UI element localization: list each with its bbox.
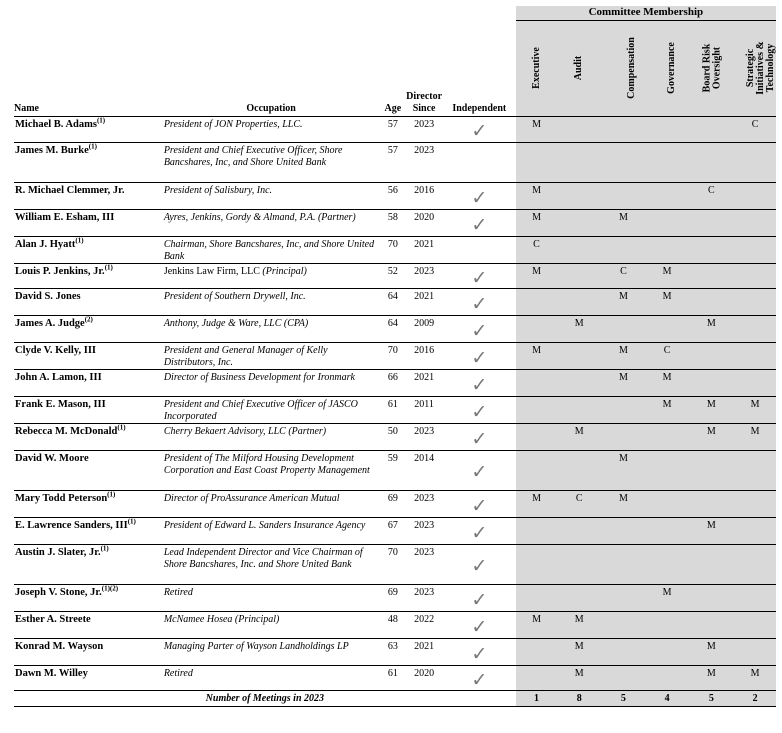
committee-role: C (734, 116, 776, 142)
committee-role: M (646, 584, 689, 611)
director-row (14, 369, 776, 396)
committee-role (516, 665, 558, 690)
footnote-marker: (1) (75, 236, 84, 244)
independent-column-header: Independent (443, 21, 516, 117)
committee-role: M (688, 315, 734, 342)
director-occupation: Ayres, Jenkins, Gordy & Almand, P.A. (Partner) (162, 209, 381, 236)
committee-role (646, 611, 689, 638)
director-age: 58 (380, 209, 405, 236)
independent-check-icon: ✓ (443, 315, 516, 342)
committee-role (557, 396, 601, 423)
committee-role (688, 611, 734, 638)
committee-role (516, 369, 558, 396)
committee-role (601, 396, 646, 423)
director-row (14, 396, 776, 423)
committee-membership-heading: Committee Membership (516, 6, 776, 21)
director-age: 70 (380, 544, 405, 584)
committee-role: M (688, 396, 734, 423)
committee-role (557, 544, 601, 584)
director-since-column-header (405, 21, 442, 117)
executive-column-header: Executive (516, 21, 558, 117)
director-since: 2022 (405, 611, 442, 638)
director-name: John A. Lamon, III (14, 369, 162, 396)
director-age: 50 (380, 423, 405, 450)
director-name: Esther A. Streete (14, 611, 162, 638)
director-occupation: President of Southern Drywell, Inc. (162, 288, 381, 315)
committee-role: M (646, 263, 689, 288)
director-row (14, 584, 776, 611)
committee-role: M (516, 263, 558, 288)
footnote-marker: (1) (117, 423, 126, 431)
director-occupation: President of Salisbury, Inc. (162, 182, 381, 209)
committee-role (646, 490, 689, 517)
independent-check-icon: ✓ (443, 490, 516, 517)
committee-role (646, 209, 689, 236)
director-age: 52 (380, 263, 405, 288)
independent-check-icon: ✓ (443, 584, 516, 611)
director-name: Rebecca M. McDonald$^{(1)}$ (14, 423, 162, 450)
director-row (14, 342, 776, 369)
director-occupation: McNamee Hosea (Principal) (162, 611, 381, 638)
committee-role: M (557, 638, 601, 665)
committee-role (688, 450, 734, 490)
director-since: 2021 (405, 236, 442, 263)
meetings-count: 2 (734, 690, 776, 706)
footnote-marker: (1) (100, 544, 109, 552)
committee-role (734, 450, 776, 490)
committee-role: M (688, 665, 734, 690)
director-since: 2020 (405, 665, 442, 690)
director-row (14, 209, 776, 236)
committee-role (734, 490, 776, 517)
committee-role (646, 423, 689, 450)
director-since: 2023 (405, 142, 442, 182)
committee-role (601, 182, 646, 209)
board-risk-oversight-column-header: Board Risk Oversight (688, 21, 734, 117)
committee-role (688, 490, 734, 517)
governance-column-header: Governance (646, 21, 689, 117)
independent-check-icon: ✓ (443, 116, 516, 142)
committee-role (688, 209, 734, 236)
director-row (14, 182, 776, 209)
committee-role: M (601, 209, 646, 236)
committee-role: C (688, 182, 734, 209)
director-occupation: Retired (162, 665, 381, 690)
committee-role (646, 665, 689, 690)
director-since: 2023 (405, 116, 442, 142)
committee-role (516, 423, 558, 450)
director-occupation: Anthony, Judge & Ware, LLC (CPA) (162, 315, 381, 342)
committee-role (734, 288, 776, 315)
committee-role (601, 665, 646, 690)
committee-role (557, 517, 601, 544)
meetings-label: Number of Meetings in 2023 (14, 690, 516, 706)
director-occupation: President of JON Properties, LLC. (162, 116, 381, 142)
committee-role (516, 450, 558, 490)
independent-check-icon: ✓ (443, 182, 516, 209)
age-column-header: Age (380, 21, 405, 117)
committee-role: M (601, 342, 646, 369)
director-age: 69 (380, 490, 405, 517)
director-name: E. Lawrence Sanders, III$^{(1)}$ (14, 517, 162, 544)
committee-role (516, 315, 558, 342)
committee-role: M (601, 490, 646, 517)
meetings-count: 8 (557, 690, 601, 706)
director-row (14, 315, 776, 342)
director-age: 48 (380, 611, 405, 638)
committee-role (601, 611, 646, 638)
committee-role (557, 209, 601, 236)
director-name: William E. Esham, III (14, 209, 162, 236)
committee-role (734, 369, 776, 396)
director-age: 70 (380, 236, 405, 263)
director-occupation: Chairman, Shore Bancshares, Inc, and Shore United Bank (162, 236, 381, 263)
committee-role (688, 544, 734, 584)
committee-role (688, 116, 734, 142)
committee-role: M (557, 611, 601, 638)
director-row (14, 236, 776, 263)
committee-role (601, 584, 646, 611)
director-row (14, 423, 776, 450)
committee-role (601, 142, 646, 182)
committee-role (557, 116, 601, 142)
director-since: 2023 (405, 263, 442, 288)
director-name: Louis P. Jenkins, Jr.$^{(1)}$ (14, 263, 162, 288)
director-name: Alan J. Hyatt$^{(1)}$ (14, 236, 162, 263)
director-name: R. Michael Clemmer, Jr. (14, 182, 162, 209)
name-column-header: Name (14, 21, 162, 117)
committee-role (516, 517, 558, 544)
committee-role (516, 638, 558, 665)
committee-role: M (516, 611, 558, 638)
meetings-row (14, 690, 776, 706)
director-since: 2023 (405, 490, 442, 517)
director-age: 66 (380, 369, 405, 396)
director-occupation: Cherry Bekaert Advisory, LLC (Partner) (162, 423, 381, 450)
director-since: 2021 (405, 638, 442, 665)
committee-role (557, 342, 601, 369)
committee-role: M (516, 116, 558, 142)
director-name: Mary Todd Peterson$^{(1)}$ (14, 490, 162, 517)
committee-role (734, 263, 776, 288)
committee-role (734, 142, 776, 182)
director-occupation: President and General Manager of Kelly Distributors, Inc. (162, 342, 381, 369)
committee-role (688, 342, 734, 369)
committee-role (646, 544, 689, 584)
independent-check-icon (443, 236, 516, 263)
meetings-count: 5 (601, 690, 646, 706)
director-occupation: Jenkins Law Firm, LLC (Principal) (162, 263, 381, 288)
committee-role (688, 236, 734, 263)
committee-role (601, 423, 646, 450)
committee-role (557, 288, 601, 315)
committee-role: M (646, 396, 689, 423)
independent-check-icon: ✓ (443, 423, 516, 450)
director-since: 2016 (405, 342, 442, 369)
independent-check-icon: ✓ (443, 544, 516, 584)
director-since: 2009 (405, 315, 442, 342)
committee-role (557, 450, 601, 490)
director-row (14, 288, 776, 315)
committee-role (688, 142, 734, 182)
independent-check-icon: ✓ (443, 396, 516, 423)
committee-role: M (601, 288, 646, 315)
compensation-column-header: Compensation (601, 21, 646, 117)
committee-role (601, 116, 646, 142)
director-name: David S. Jones (14, 288, 162, 315)
committee-role (688, 369, 734, 396)
strategic-initiatives-column-header: Strategic Initiatives & Technology (734, 21, 776, 117)
director-occupation: Retired (162, 584, 381, 611)
director-occupation: Lead Independent Director and Vice Chairman of Shore Bancshares, Inc. and Shore United Bank (162, 544, 381, 584)
committee-role: M (601, 450, 646, 490)
independent-check-icon (443, 142, 516, 182)
director-row (14, 116, 776, 142)
footnote-marker: (1) (107, 490, 116, 498)
director-name: Austin J. Slater, Jr.$^{(1)}$ (14, 544, 162, 584)
committee-role (734, 611, 776, 638)
committee-role (601, 236, 646, 263)
committee-role (601, 638, 646, 665)
committee-role (734, 209, 776, 236)
committee-role (516, 584, 558, 611)
director-occupation: Director of Business Development for Ironmark (162, 369, 381, 396)
director-name: Michael B. Adams$^{(1)}$ (14, 116, 162, 142)
board-committee-table (14, 6, 776, 707)
independent-check-icon: ✓ (443, 517, 516, 544)
committee-role (557, 182, 601, 209)
independent-check-icon: ✓ (443, 369, 516, 396)
director-name: Frank E. Mason, III (14, 396, 162, 423)
director-row (14, 263, 776, 288)
committee-role: M (688, 638, 734, 665)
director-since: 2016 (405, 182, 442, 209)
committee-role: M (516, 209, 558, 236)
committee-role: M (516, 182, 558, 209)
director-row (14, 450, 776, 490)
director-age: 69 (380, 584, 405, 611)
committee-role (734, 182, 776, 209)
footnote-marker: (1) (88, 142, 97, 150)
committee-role (734, 517, 776, 544)
independent-check-icon: ✓ (443, 665, 516, 690)
committee-role (688, 263, 734, 288)
meetings-count: 4 (646, 690, 689, 706)
director-age: 61 (380, 396, 405, 423)
committee-role (601, 315, 646, 342)
committee-role (734, 342, 776, 369)
independent-check-icon: ✓ (443, 638, 516, 665)
director-age: 70 (380, 342, 405, 369)
director-since: 2021 (405, 288, 442, 315)
director-age: 67 (380, 517, 405, 544)
occupation-column-header: Occupation (162, 21, 381, 117)
independent-check-icon: ✓ (443, 263, 516, 288)
committee-role (734, 584, 776, 611)
committee-role (516, 544, 558, 584)
committee-role: C (646, 342, 689, 369)
committee-role (557, 263, 601, 288)
committee-role (734, 315, 776, 342)
committee-role (646, 517, 689, 544)
director-since-line1: Director (406, 90, 443, 102)
director-row (14, 517, 776, 544)
director-row (14, 490, 776, 517)
independent-check-icon: ✓ (443, 450, 516, 490)
footnote-marker: (1) (104, 263, 113, 271)
committee-role: M (557, 315, 601, 342)
committee-role (516, 288, 558, 315)
director-name: Dawn M. Willey (14, 665, 162, 690)
director-age: 57 (380, 142, 405, 182)
audit-column-header: Audit (557, 21, 601, 117)
director-age: 61 (380, 665, 405, 690)
director-row (14, 142, 776, 182)
director-age: 64 (380, 288, 405, 315)
footnote-marker: (1)(2) (101, 584, 119, 592)
committee-role: M (688, 517, 734, 544)
director-name: David W. Moore (14, 450, 162, 490)
director-since-line2: Since (412, 102, 436, 114)
independent-check-icon: ✓ (443, 342, 516, 369)
meetings-count: 1 (516, 690, 558, 706)
committee-role (688, 288, 734, 315)
committee-role (646, 116, 689, 142)
committee-role: M (516, 490, 558, 517)
director-occupation: Managing Parter of Wayson Landholdings LP (162, 638, 381, 665)
committee-role: M (516, 342, 558, 369)
independent-check-icon: ✓ (443, 288, 516, 315)
independent-check-icon: ✓ (443, 209, 516, 236)
director-since: 2023 (405, 423, 442, 450)
committee-role (646, 638, 689, 665)
director-name: James A. Judge$^{(2)}$ (14, 315, 162, 342)
committee-role (646, 236, 689, 263)
committee-role: M (688, 423, 734, 450)
meetings-count: 5 (688, 690, 734, 706)
director-occupation: President and Chief Executive Officer of JASCO Incorporated (162, 396, 381, 423)
director-since: 2023 (405, 517, 442, 544)
committee-role: M (557, 423, 601, 450)
director-row (14, 611, 776, 638)
footnote-marker: (1) (96, 116, 106, 124)
committee-role: C (557, 490, 601, 517)
committee-role (516, 396, 558, 423)
committee-role (734, 544, 776, 584)
committee-role (688, 584, 734, 611)
committee-role: C (516, 236, 558, 263)
director-occupation: President of The Milford Housing Development Corporation and East Coast Property Management (162, 450, 381, 490)
committee-role: M (646, 288, 689, 315)
committee-role: M (601, 369, 646, 396)
committee-role: M (646, 369, 689, 396)
committee-role (557, 584, 601, 611)
committee-role: C (601, 263, 646, 288)
independent-check-icon: ✓ (443, 611, 516, 638)
director-since: 2023 (405, 584, 442, 611)
director-age: 64 (380, 315, 405, 342)
director-since: 2014 (405, 450, 442, 490)
director-occupation: President and Chief Executive Officer, Shore Bancshares, Inc, and Shore United Bank (162, 142, 381, 182)
director-occupation: Director of ProAssurance American Mutual (162, 490, 381, 517)
committee-role (601, 544, 646, 584)
footnote-marker: (2) (84, 315, 93, 323)
director-since: 2021 (405, 369, 442, 396)
director-occupation: President of Edward L. Sanders Insurance Agency (162, 517, 381, 544)
director-age: 57 (380, 116, 405, 142)
committee-role (516, 142, 558, 182)
director-since: 2023 (405, 544, 442, 584)
committee-role: M (734, 396, 776, 423)
director-age: 59 (380, 450, 405, 490)
committee-role (734, 638, 776, 665)
committee-role (646, 315, 689, 342)
director-since: 2020 (405, 209, 442, 236)
director-name: Konrad M. Wayson (14, 638, 162, 665)
footnote-marker: (1) (127, 517, 136, 525)
committee-role (646, 182, 689, 209)
committee-role (734, 236, 776, 263)
director-row (14, 544, 776, 584)
committee-role (557, 142, 601, 182)
director-age: 63 (380, 638, 405, 665)
committee-role (646, 142, 689, 182)
director-row (14, 665, 776, 690)
committee-role (601, 517, 646, 544)
director-name: James M. Burke$^{(1)}$ (14, 142, 162, 182)
director-name: Clyde V. Kelly, III (14, 342, 162, 369)
committee-role (557, 369, 601, 396)
committee-role (557, 236, 601, 263)
director-age: 56 (380, 182, 405, 209)
director-row (14, 638, 776, 665)
committee-role: M (557, 665, 601, 690)
director-name: Joseph V. Stone, Jr.$^{(1)(2)}$ (14, 584, 162, 611)
committee-role (646, 450, 689, 490)
committee-role: M (734, 665, 776, 690)
committee-role: M (734, 423, 776, 450)
director-since: 2011 (405, 396, 442, 423)
